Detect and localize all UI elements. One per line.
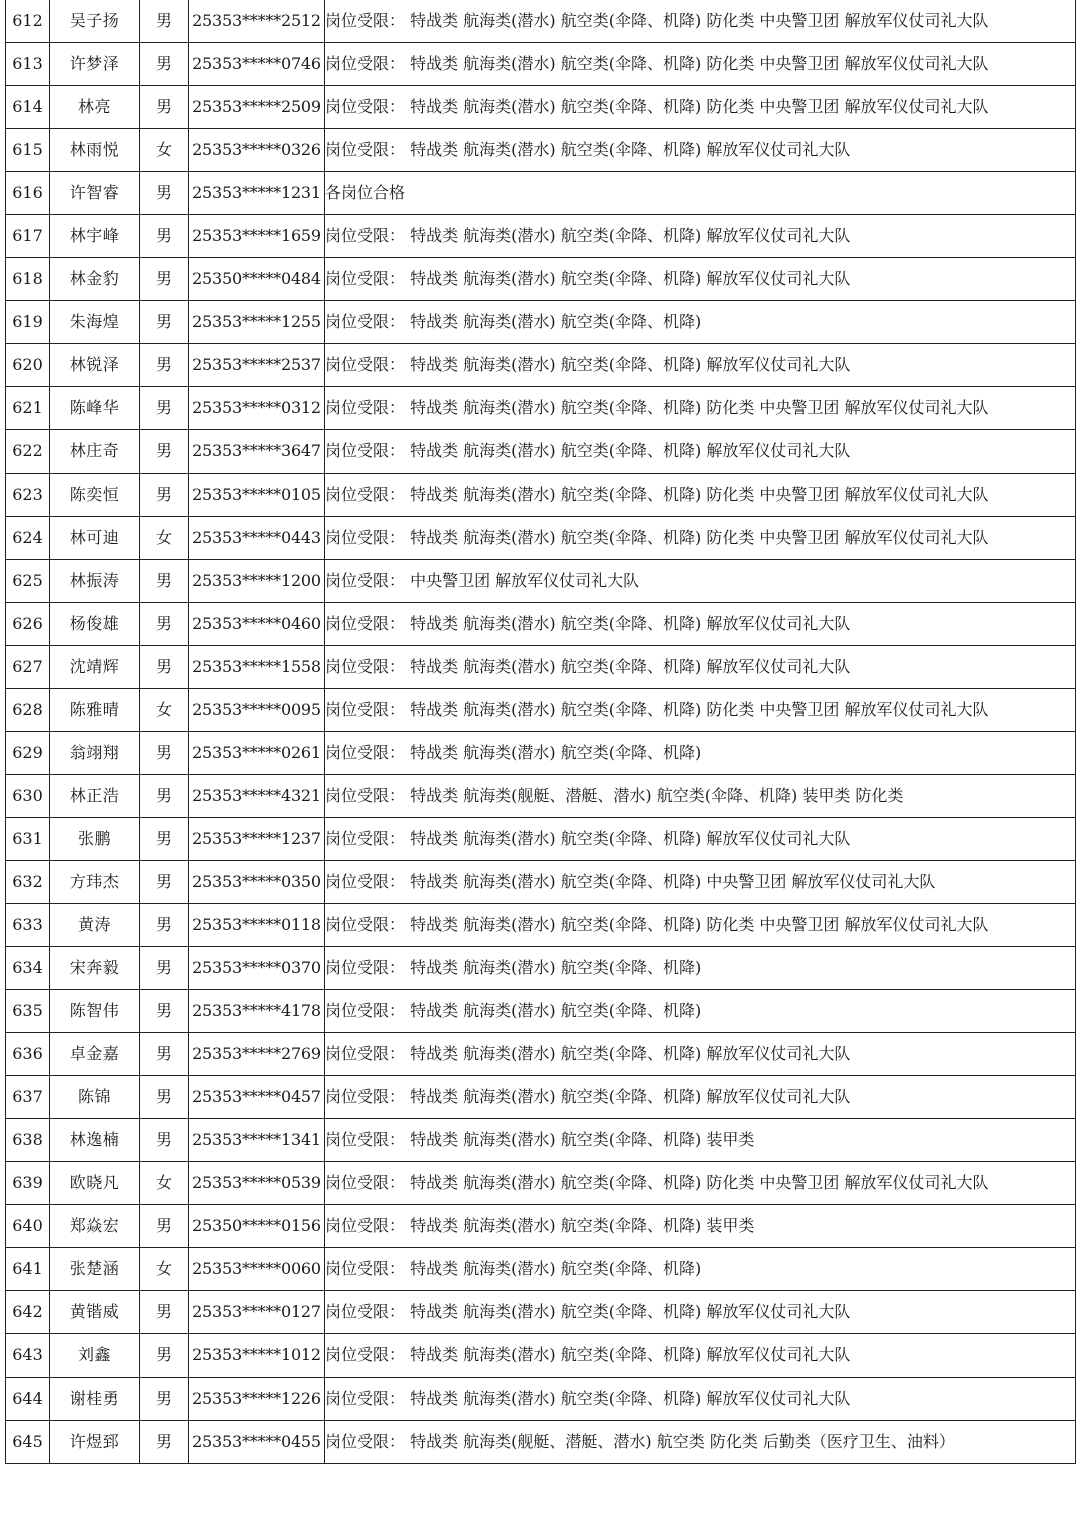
person-name: 黄锴威	[50, 1291, 140, 1334]
row-number: 620	[6, 344, 50, 387]
row-number: 615	[6, 129, 50, 172]
person-name: 许梦泽	[50, 43, 140, 86]
person-name: 林正浩	[50, 774, 140, 817]
result-note: 岗位受限： 特战类 航海类(潜水) 航空类(伞降、机降) 解放军仪仗司礼大队	[325, 129, 1076, 172]
person-sex: 女	[140, 688, 189, 731]
row-number: 633	[6, 903, 50, 946]
person-name: 陈奕恒	[50, 473, 140, 516]
table-row	[6, 602, 1076, 645]
table-row	[6, 1248, 1076, 1291]
person-name: 吴子扬	[50, 0, 140, 43]
id-number: 25353*****2769	[189, 1033, 325, 1076]
id-number: 25353*****0746	[189, 43, 325, 86]
table-row	[6, 258, 1076, 301]
row-number: 645	[6, 1420, 50, 1463]
id-number: 25353*****0539	[189, 1162, 325, 1205]
id-number: 25353*****1226	[189, 1377, 325, 1420]
result-note: 岗位受限： 中央警卫团 解放军仪仗司礼大队	[325, 559, 1076, 602]
person-sex: 男	[140, 1119, 189, 1162]
id-number: 25353*****0312	[189, 387, 325, 430]
row-number: 642	[6, 1291, 50, 1334]
person-sex: 男	[140, 215, 189, 258]
person-name: 翁翊翔	[50, 731, 140, 774]
roster-sheet	[5, 0, 1076, 1464]
table-row	[6, 990, 1076, 1033]
id-number: 25353*****2537	[189, 344, 325, 387]
id-number: 25353*****0455	[189, 1420, 325, 1463]
row-number: 622	[6, 430, 50, 473]
result-note: 岗位受限： 特战类 航海类(舰艇、潜艇、潜水) 航空类 防化类 后勤类（医疗卫生、油料）	[325, 1420, 1076, 1463]
table-row	[6, 774, 1076, 817]
result-note: 岗位受限： 特战类 航海类(潜水) 航空类(伞降、机降) 防化类 中央警卫团 解放军仪仗司礼大队	[325, 473, 1076, 516]
result-note: 岗位受限： 特战类 航海类(潜水) 航空类(伞降、机降) 解放军仪仗司礼大队	[325, 430, 1076, 473]
id-number: 25353*****0105	[189, 473, 325, 516]
person-name: 陈智伟	[50, 990, 140, 1033]
row-number: 627	[6, 645, 50, 688]
person-sex: 男	[140, 1291, 189, 1334]
person-sex: 男	[140, 860, 189, 903]
row-number: 621	[6, 387, 50, 430]
result-note: 岗位受限： 特战类 航海类(潜水) 航空类(伞降、机降)	[325, 947, 1076, 990]
person-sex: 男	[140, 602, 189, 645]
person-name: 林可迪	[50, 516, 140, 559]
person-sex: 男	[140, 473, 189, 516]
person-name: 林亮	[50, 86, 140, 129]
result-note: 岗位受限： 特战类 航海类(潜水) 航空类(伞降、机降) 解放军仪仗司礼大队	[325, 258, 1076, 301]
person-sex: 男	[140, 645, 189, 688]
result-note: 岗位受限： 特战类 航海类(潜水) 航空类(伞降、机降) 解放军仪仗司礼大队	[325, 1291, 1076, 1334]
table-row	[6, 1033, 1076, 1076]
person-name: 陈雅晴	[50, 688, 140, 731]
person-name: 方玮杰	[50, 860, 140, 903]
result-note: 岗位受限： 特战类 航海类(潜水) 航空类(伞降、机降) 防化类 中央警卫团 解放军仪仗司礼大队	[325, 0, 1076, 43]
row-number: 619	[6, 301, 50, 344]
result-note: 岗位受限： 特战类 航海类(潜水) 航空类(伞降、机降)	[325, 1248, 1076, 1291]
person-sex: 男	[140, 301, 189, 344]
person-name: 卓金嘉	[50, 1033, 140, 1076]
id-number: 25353*****0443	[189, 516, 325, 559]
result-note: 岗位受限： 特战类 航海类(潜水) 航空类(伞降、机降) 中央警卫团 解放军仪仗司礼大队	[325, 860, 1076, 903]
table-row	[6, 688, 1076, 731]
table-row	[6, 559, 1076, 602]
person-sex: 男	[140, 86, 189, 129]
table-row	[6, 1119, 1076, 1162]
person-sex: 男	[140, 43, 189, 86]
result-note: 岗位受限： 特战类 航海类(潜水) 航空类(伞降、机降) 防化类 中央警卫团 解放军仪仗司礼大队	[325, 688, 1076, 731]
table-row	[6, 817, 1076, 860]
id-number: 25353*****4178	[189, 990, 325, 1033]
id-number: 25353*****3647	[189, 430, 325, 473]
row-number: 624	[6, 516, 50, 559]
row-number: 634	[6, 947, 50, 990]
id-number: 25353*****2512	[189, 0, 325, 43]
person-sex: 男	[140, 387, 189, 430]
table-row	[6, 947, 1076, 990]
id-number: 25353*****0326	[189, 129, 325, 172]
result-note: 岗位受限： 特战类 航海类(潜水) 航空类(伞降、机降) 解放军仪仗司礼大队	[325, 1377, 1076, 1420]
row-number: 616	[6, 172, 50, 215]
result-note: 岗位受限： 特战类 航海类(潜水) 航空类(伞降、机降) 解放军仪仗司礼大队	[325, 215, 1076, 258]
person-name: 朱海煌	[50, 301, 140, 344]
result-note: 岗位受限： 特战类 航海类(潜水) 航空类(伞降、机降) 防化类 中央警卫团 解放军仪仗司礼大队	[325, 86, 1076, 129]
table-row	[6, 1334, 1076, 1377]
result-note: 岗位受限： 特战类 航海类(潜水) 航空类(伞降、机降) 装甲类	[325, 1205, 1076, 1248]
person-name: 许智睿	[50, 172, 140, 215]
person-sex: 男	[140, 1076, 189, 1119]
result-note: 岗位受限： 特战类 航海类(潜水) 航空类(伞降、机降) 防化类 中央警卫团 解放军仪仗司礼大队	[325, 43, 1076, 86]
person-sex: 男	[140, 774, 189, 817]
row-number: 626	[6, 602, 50, 645]
row-number: 623	[6, 473, 50, 516]
result-note: 岗位受限： 特战类 航海类(潜水) 航空类(伞降、机降) 装甲类	[325, 1119, 1076, 1162]
result-note: 岗位受限： 特战类 航海类(潜水) 航空类(伞降、机降) 解放军仪仗司礼大队	[325, 1334, 1076, 1377]
person-name: 谢桂勇	[50, 1377, 140, 1420]
table-row	[6, 731, 1076, 774]
roster-body	[6, 0, 1076, 1463]
row-number: 632	[6, 860, 50, 903]
result-note: 岗位受限： 特战类 航海类(潜水) 航空类(伞降、机降) 防化类 中央警卫团 解放军仪仗司礼大队	[325, 387, 1076, 430]
id-number: 25353*****0261	[189, 731, 325, 774]
table-row	[6, 860, 1076, 903]
person-name: 林金豹	[50, 258, 140, 301]
person-sex: 男	[140, 1033, 189, 1076]
result-note: 岗位受限： 特战类 航海类(潜水) 航空类(伞降、机降) 解放军仪仗司礼大队	[325, 817, 1076, 860]
result-note: 岗位受限： 特战类 航海类(潜水) 航空类(伞降、机降) 解放军仪仗司礼大队	[325, 602, 1076, 645]
table-row	[6, 516, 1076, 559]
result-note: 岗位受限： 特战类 航海类(潜水) 航空类(伞降、机降) 解放军仪仗司礼大队	[325, 1076, 1076, 1119]
result-note: 岗位受限： 特战类 航海类(潜水) 航空类(伞降、机降) 解放军仪仗司礼大队	[325, 344, 1076, 387]
person-name: 黄涛	[50, 903, 140, 946]
id-number: 25353*****2509	[189, 86, 325, 129]
result-note: 岗位受限： 特战类 航海类(潜水) 航空类(伞降、机降) 防化类 中央警卫团 解放军仪仗司礼大队	[325, 903, 1076, 946]
roster-table	[5, 0, 1076, 1464]
result-note: 岗位受限： 特战类 航海类(潜水) 航空类(伞降、机降) 防化类 中央警卫团 解放军仪仗司礼大队	[325, 1162, 1076, 1205]
id-number: 25353*****0350	[189, 860, 325, 903]
person-sex: 男	[140, 172, 189, 215]
person-sex: 女	[140, 1248, 189, 1291]
result-note: 岗位受限： 特战类 航海类(潜水) 航空类(伞降、机降)	[325, 731, 1076, 774]
person-name: 许煜郅	[50, 1420, 140, 1463]
row-number: 631	[6, 817, 50, 860]
result-note: 岗位受限： 特战类 航海类(潜水) 航空类(伞降、机降) 解放军仪仗司礼大队	[325, 1033, 1076, 1076]
person-name: 林逸楠	[50, 1119, 140, 1162]
person-sex: 男	[140, 1334, 189, 1377]
id-number: 25353*****1255	[189, 301, 325, 344]
table-row	[6, 430, 1076, 473]
id-number: 25353*****0460	[189, 602, 325, 645]
row-number: 641	[6, 1248, 50, 1291]
id-number: 25353*****1231	[189, 172, 325, 215]
table-row	[6, 344, 1076, 387]
id-number: 25353*****1012	[189, 1334, 325, 1377]
id-number: 25350*****0484	[189, 258, 325, 301]
row-number: 614	[6, 86, 50, 129]
person-sex: 男	[140, 344, 189, 387]
row-number: 639	[6, 1162, 50, 1205]
person-name: 张鹏	[50, 817, 140, 860]
id-number: 25353*****1200	[189, 559, 325, 602]
table-row	[6, 1291, 1076, 1334]
result-note: 岗位受限： 特战类 航海类(潜水) 航空类(伞降、机降) 防化类 中央警卫团 解放军仪仗司礼大队	[325, 516, 1076, 559]
id-number: 25353*****4321	[189, 774, 325, 817]
person-name: 刘鑫	[50, 1334, 140, 1377]
table-row	[6, 1377, 1076, 1420]
row-number: 629	[6, 731, 50, 774]
table-row	[6, 1205, 1076, 1248]
person-sex: 男	[140, 731, 189, 774]
row-number: 617	[6, 215, 50, 258]
id-number: 25353*****1341	[189, 1119, 325, 1162]
table-row	[6, 387, 1076, 430]
row-number: 638	[6, 1119, 50, 1162]
table-row	[6, 215, 1076, 258]
row-number: 612	[6, 0, 50, 43]
person-sex: 男	[140, 559, 189, 602]
person-sex: 男	[140, 903, 189, 946]
id-number: 25353*****1237	[189, 817, 325, 860]
person-name: 沈靖辉	[50, 645, 140, 688]
id-number: 25353*****1659	[189, 215, 325, 258]
person-name: 陈峰华	[50, 387, 140, 430]
table-row	[6, 903, 1076, 946]
row-number: 636	[6, 1033, 50, 1076]
row-number: 637	[6, 1076, 50, 1119]
table-row	[6, 0, 1076, 43]
table-row	[6, 1420, 1076, 1463]
result-note: 各岗位合格	[325, 172, 1076, 215]
person-sex: 男	[140, 258, 189, 301]
person-sex: 男	[140, 817, 189, 860]
table-row	[6, 172, 1076, 215]
table-row	[6, 86, 1076, 129]
person-sex: 男	[140, 1205, 189, 1248]
person-name: 欧晓凡	[50, 1162, 140, 1205]
person-name: 张楚涵	[50, 1248, 140, 1291]
row-number: 643	[6, 1334, 50, 1377]
id-number: 25353*****0060	[189, 1248, 325, 1291]
row-number: 613	[6, 43, 50, 86]
person-name: 林锐泽	[50, 344, 140, 387]
table-row	[6, 301, 1076, 344]
person-sex: 男	[140, 947, 189, 990]
person-sex: 女	[140, 129, 189, 172]
person-name: 林雨悦	[50, 129, 140, 172]
row-number: 644	[6, 1377, 50, 1420]
id-number: 25353*****1558	[189, 645, 325, 688]
result-note: 岗位受限： 特战类 航海类(潜水) 航空类(伞降、机降)	[325, 301, 1076, 344]
person-name: 宋奔毅	[50, 947, 140, 990]
person-sex: 男	[140, 1420, 189, 1463]
person-name: 杨俊雄	[50, 602, 140, 645]
result-note: 岗位受限： 特战类 航海类(潜水) 航空类(伞降、机降) 解放军仪仗司礼大队	[325, 645, 1076, 688]
result-note: 岗位受限： 特战类 航海类(舰艇、潜艇、潜水) 航空类(伞降、机降) 装甲类 防化类	[325, 774, 1076, 817]
id-number: 25350*****0156	[189, 1205, 325, 1248]
person-sex: 男	[140, 990, 189, 1033]
table-row	[6, 473, 1076, 516]
table-row	[6, 645, 1076, 688]
table-row	[6, 1076, 1076, 1119]
person-sex: 女	[140, 1162, 189, 1205]
person-sex: 男	[140, 430, 189, 473]
row-number: 630	[6, 774, 50, 817]
row-number: 625	[6, 559, 50, 602]
table-row	[6, 43, 1076, 86]
person-name: 陈锦	[50, 1076, 140, 1119]
person-name: 林振涛	[50, 559, 140, 602]
person-sex: 女	[140, 516, 189, 559]
result-note: 岗位受限： 特战类 航海类(潜水) 航空类(伞降、机降)	[325, 990, 1076, 1033]
person-name: 林宇峰	[50, 215, 140, 258]
id-number: 25353*****0118	[189, 903, 325, 946]
person-name: 林庄奇	[50, 430, 140, 473]
table-row	[6, 129, 1076, 172]
person-name: 郑焱宏	[50, 1205, 140, 1248]
row-number: 618	[6, 258, 50, 301]
person-sex: 男	[140, 1377, 189, 1420]
id-number: 25353*****0457	[189, 1076, 325, 1119]
person-sex: 男	[140, 0, 189, 43]
id-number: 25353*****0370	[189, 947, 325, 990]
table-row	[6, 1162, 1076, 1205]
id-number: 25353*****0127	[189, 1291, 325, 1334]
row-number: 628	[6, 688, 50, 731]
row-number: 640	[6, 1205, 50, 1248]
id-number: 25353*****0095	[189, 688, 325, 731]
row-number: 635	[6, 990, 50, 1033]
